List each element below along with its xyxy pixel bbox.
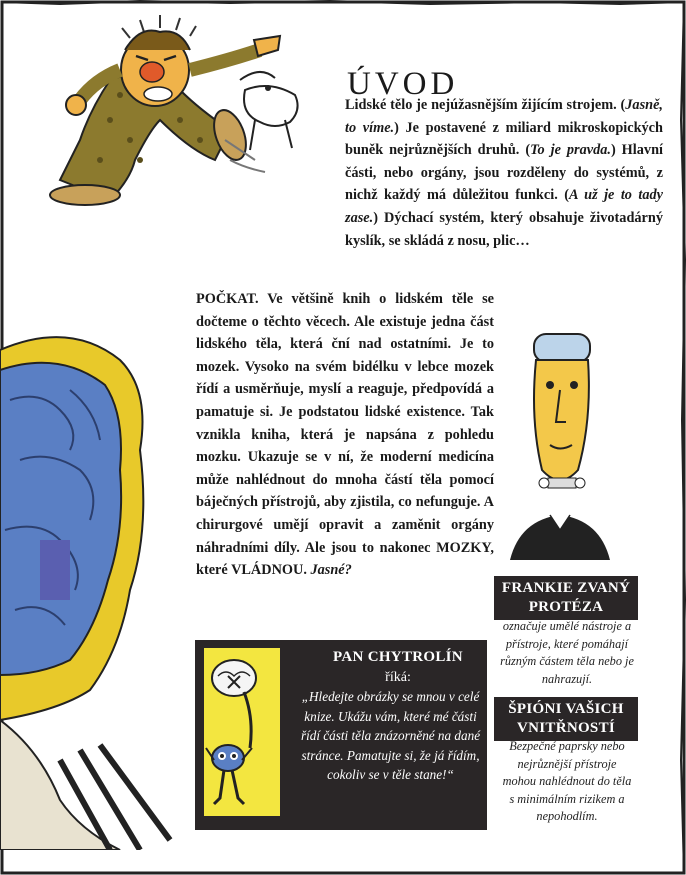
pan-chytrolin-panel — [195, 640, 487, 830]
page-title: ÚVOD — [347, 66, 459, 103]
angry-man-illustration — [40, 10, 320, 210]
spies-title: ŠPIÓNI VAŠICH VNITŘNOSTÍ — [494, 697, 638, 741]
frankie-caption: označuje umělé nástroje a přístroje, které pomáhají různým částem těla nebo je nahrazují. — [500, 619, 634, 686]
spies-caption: Bezpečné paprsky nebo nejrůznější přístroje mohou nahlédnout do těla s minimálním rizikem a nepohodlím. — [502, 739, 632, 823]
main-paragraph: POČKAT. Ve většině knih o lidském těle se dočteme o těchto věcech. Ale existuje jedna část lidského těla, která ční nad ostatními. Je to mozek. Vysoko na svém bidélku v lebce mozek řídí a usměrňuje, myslí a reaguje, předpovídá a pamatuje si. Je podstatou lidské existence. Tak vznikla kniha, která je napsána z pohledu mozku. Ukazuje se v ní, že moderní medicína může nahlédnout do mnoha částí těla pomocí báječných přístrojů, aby zjistila, co nefunguje. A chirurgové umějí opravit a zaměnit orgány náhradními díly. Ale jsou to nakonec MOZKY, které VLÁDNOU. Jasné? — [196, 291, 494, 579]
brain-character-icon — [204, 648, 280, 816]
frankie-title: FRANKIE ZVANÝ PROTÉZA — [494, 576, 638, 620]
pan-chytrolin-title: PAN CHYTROLÍN — [333, 649, 463, 665]
pan-chytrolin-sub: říká: — [385, 670, 411, 685]
brain-illustration — [0, 330, 180, 850]
frankie-illustration — [500, 330, 620, 570]
pan-chytrolin-quote: „Hledejte obrázky se mnou v celé knize. Ukážu vám, které mé části řídí části těla znázorněné na dané stránce. Pamatujte si, že já řídím, cokoliv se v těle stane!“ — [300, 689, 481, 783]
brain-character-picture — [204, 648, 280, 816]
intro-paragraph: Lidské tělo je nejúžasnějším žijícím strojem. (Jasně, to víme.) Je postavené z miliard mikroskopických buněk nejrůznějších druhů. (To je pravda.) Hlavní části, nebo orgány, jsou rozděleny do systémů, z nichž každý má důležitou funkci. (A už je to tady zase.) Dýchací systém, který obsahuje životadárný kyslík, se skládá z nosu, plic… — [345, 97, 663, 249]
